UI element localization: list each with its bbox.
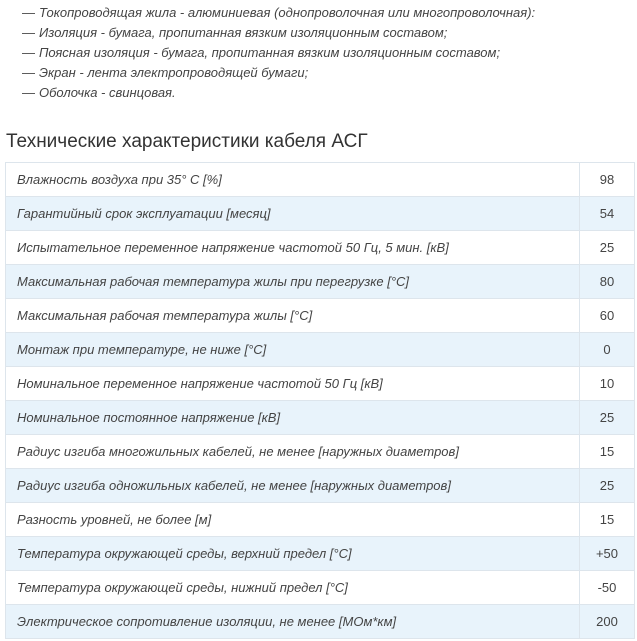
list-item-text: Оболочка - свинцовая. xyxy=(39,85,176,100)
spec-name: Испытательное переменное напряжение частотой 50 Гц, 5 мин. [кВ] xyxy=(6,231,580,265)
spec-value: 98 xyxy=(580,163,635,197)
spec-name: Разность уровней, не более [м] xyxy=(6,503,580,537)
table-row xyxy=(6,163,635,197)
table-row xyxy=(6,265,635,299)
spec-value: 25 xyxy=(580,469,635,503)
spec-value: 25 xyxy=(580,401,635,435)
spec-value: +50 xyxy=(580,537,635,571)
spec-name: Влажность воздуха при 35° С [%] xyxy=(6,163,580,197)
list-item xyxy=(22,63,535,83)
spec-value: 60 xyxy=(580,299,635,333)
table-row xyxy=(6,503,635,537)
list-dash: — xyxy=(22,25,35,40)
list-dash: — xyxy=(22,65,35,80)
spec-name: Температура окружающей среды, верхний предел [°С] xyxy=(6,537,580,571)
spec-value: 200 xyxy=(580,605,635,639)
spec-value: 15 xyxy=(580,503,635,537)
list-dash: — xyxy=(22,85,35,100)
cable-construction-list xyxy=(22,3,535,103)
table-row xyxy=(6,469,635,503)
table-row xyxy=(6,197,635,231)
spec-name: Радиус изгиба многожильных кабелей, не менее [наружных диаметров] xyxy=(6,435,580,469)
table-row xyxy=(6,571,635,605)
spec-name: Радиус изгиба одножильных кабелей, не менее [наружных диаметров] xyxy=(6,469,580,503)
table-row xyxy=(6,231,635,265)
list-item xyxy=(22,43,535,63)
table-row xyxy=(6,299,635,333)
spec-name: Монтаж при температуре, не ниже [°С] xyxy=(6,333,580,367)
spec-value: 54 xyxy=(580,197,635,231)
section-title: Технические характеристики кабеля АСГ xyxy=(6,131,368,152)
table-row xyxy=(6,401,635,435)
spec-value: 25 xyxy=(580,231,635,265)
table-row xyxy=(6,605,635,639)
spec-value: 10 xyxy=(580,367,635,401)
spec-name: Номинальное постоянное напряжение [кВ] xyxy=(6,401,580,435)
table-row xyxy=(6,435,635,469)
list-item xyxy=(22,83,535,103)
spec-value: 15 xyxy=(580,435,635,469)
spec-name: Электрическое сопротивление изоляции, не менее [МОм*км] xyxy=(6,605,580,639)
spec-name: Номинальное переменное напряжение частотой 50 Гц [кВ] xyxy=(6,367,580,401)
list-item-text: Экран - лента электропроводящей бумаги; xyxy=(39,65,309,80)
spec-name: Максимальная рабочая температура жилы [°С] xyxy=(6,299,580,333)
list-dash: — xyxy=(22,45,35,60)
table-row xyxy=(6,537,635,571)
spec-name: Гарантийный срок эксплуатации [месяц] xyxy=(6,197,580,231)
spec-value: 80 xyxy=(580,265,635,299)
list-item-text: Токопроводящая жила - алюминиевая (однопроволочная или многопроволочная): xyxy=(39,5,536,20)
spec-name: Температура окружающей среды, нижний предел [°С] xyxy=(6,571,580,605)
table-row xyxy=(6,333,635,367)
list-item xyxy=(22,23,535,43)
list-dash: — xyxy=(22,5,35,20)
table-row xyxy=(6,367,635,401)
list-item xyxy=(22,3,535,23)
spec-value: 0 xyxy=(580,333,635,367)
spec-value: -50 xyxy=(580,571,635,605)
list-item-text: Изоляция - бумага, пропитанная вязким изоляционным составом; xyxy=(39,25,448,40)
list-item-text: Поясная изоляция - бумага, пропитанная вязким изоляционным составом; xyxy=(39,45,501,60)
spec-name: Максимальная рабочая температура жилы при перегрузке [°С] xyxy=(6,265,580,299)
specs-table xyxy=(5,162,635,639)
